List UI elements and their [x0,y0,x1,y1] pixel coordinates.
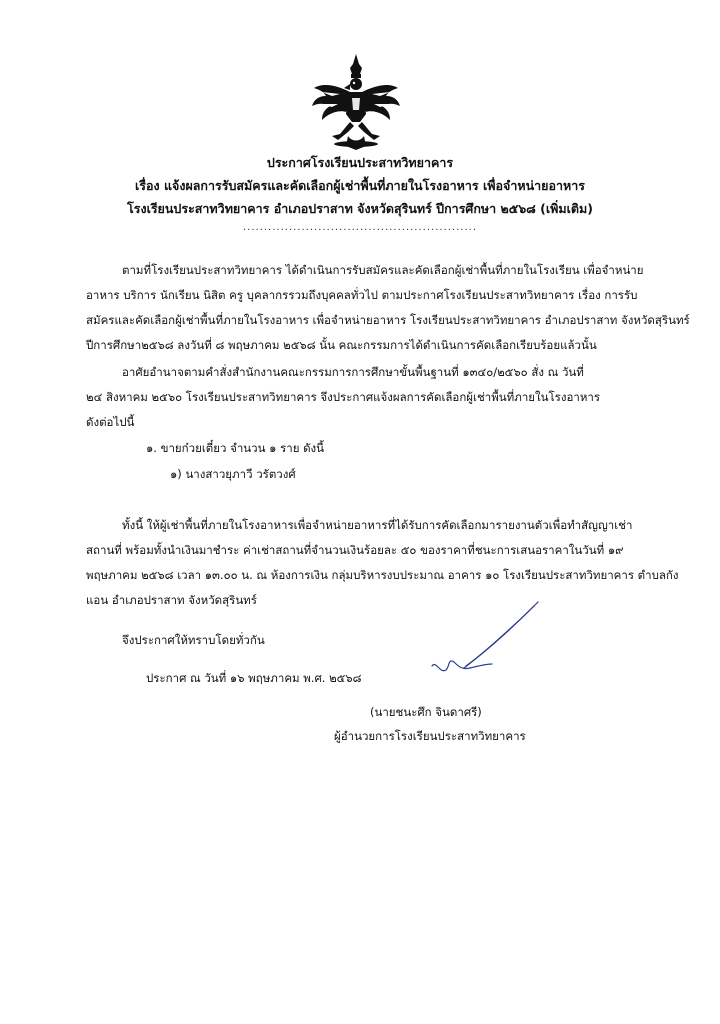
list-item: ๑. ขายก๋วยเตี๋ยว จำนวน ๑ ราย ดังนี้ [146,441,325,455]
list-item-sub: ๑) นางสาวยุภาวี วรัตวงศ์ [170,467,296,481]
announcement-date: ประกาศ ณ วันที่ ๑๖ พฤษภาคม พ.ศ. ๒๕๖๘ [146,671,362,685]
paragraph-1-line-2: อาหาร บริการ นักเรียน นิสิต ครู บุคลากรรวมถึงบุคคลทั่วไป ตามประกาศโรงเรียนประสาทวิทยาคาร เรื่อง การรับ [86,288,638,302]
paragraph-3-line-2: สถานที่ พร้อมทั้งนำเงินมาชำระ ค่าเช่าสถานที่จำนวนเงินร้อยละ ๕๐ ของราคาที่ชนะการเสนอราคาในวันที่ ๑๙ [86,543,624,557]
closing-statement: จึงประกาศให้ทราบโดยทั่วกัน [122,633,265,647]
announcement-title: ประกาศโรงเรียนประสาทวิทยาคาร [266,155,454,170]
announcement-subject: เรื่อง แจ้งผลการรับสมัครและคัดเลือกผู้เช่าพื้นที่ภายในโรงอาหาร เพื่อจำหน่ายอาหาร [135,178,585,193]
paragraph-2-line-2: ๒๔ สิงหาคม ๒๕๖๐ โรงเรียนประสาทวิทยาคาร จึงประกาศแจ้งผลการคัดเลือกผู้เช่าพื้นที่ภายในโรงอาหาร [86,390,601,404]
signatory-name: (นายชนะศึก จินดาศรี) [370,705,482,719]
paragraph-2-line-1: อาศัยอำนาจตามคำสั่งสำนักงานคณะกรรมการการศึกษาขั้นพื้นฐานที่ ๑๓๔๐/๒๕๖๐ สั่ง ณ วันที่ [122,365,584,379]
paragraph-3-line-4: แอน อำเภอปราสาท จังหวัดสุรินทร์ [86,593,257,607]
signature-icon [430,600,540,680]
paragraph-3-line-1: ทั้งนี้ ให้ผู้เช่าพื้นที่ภายในโรงอาหารเพื่อจำหน่ายอาหารที่ได้รับการคัดเลือกมารายงานตัวเพื่อทำสัญญาเช่า [122,518,633,532]
header-divider: ........................................................ [242,222,477,233]
paragraph-1-line-3: สมัครและคัดเลือกผู้เช่าพื้นที่ภายในโรงอาหาร เพื่อจำหน่ายอาหาร โรงเรียนประสาทวิทยาคาร อำเภอปราสาท จังหวัดสุรินทร์ [86,313,690,327]
garuda-emblem-icon [310,52,402,150]
paragraph-1-line-4: ปีการศึกษา๒๕๖๘ ลงวันที่ ๘ พฤษภาคม ๒๕๖๘ นั้น คณะกรรมการได้ดำเนินการคัดเลือกเรียบร้อยแล้วนั้น [86,338,597,352]
paragraph-2-line-3: ดังต่อไปนี้ [86,415,135,429]
signatory-position: ผู้อำนวยการโรงเรียนประสาทวิทยาคาร [334,729,526,743]
paragraph-3-line-3: พฤษภาคม ๒๕๖๘ เวลา ๑๓.๐๐ น. ณ ห้องการเงิน กลุ่มบริหารงบประมาณ อาคาร ๑๐ โรงเรียนประสาทวิทยาคาร ตำบลกัง [86,568,679,582]
announcement-school-line: โรงเรียนประสาทวิทยาคาร อำเภอปราสาท จังหวัดสุรินทร์ ปีการศึกษา ๒๕๖๘ (เพิ่มเติม) [127,201,593,216]
paragraph-1-line-1: ตามที่โรงเรียนประสาทวิทยาคาร ได้ดำเนินการรับสมัครและคัดเลือกผู้เช่าพื้นที่ภายในโรงเรียน เพื่อจำหน่าย [122,263,644,277]
